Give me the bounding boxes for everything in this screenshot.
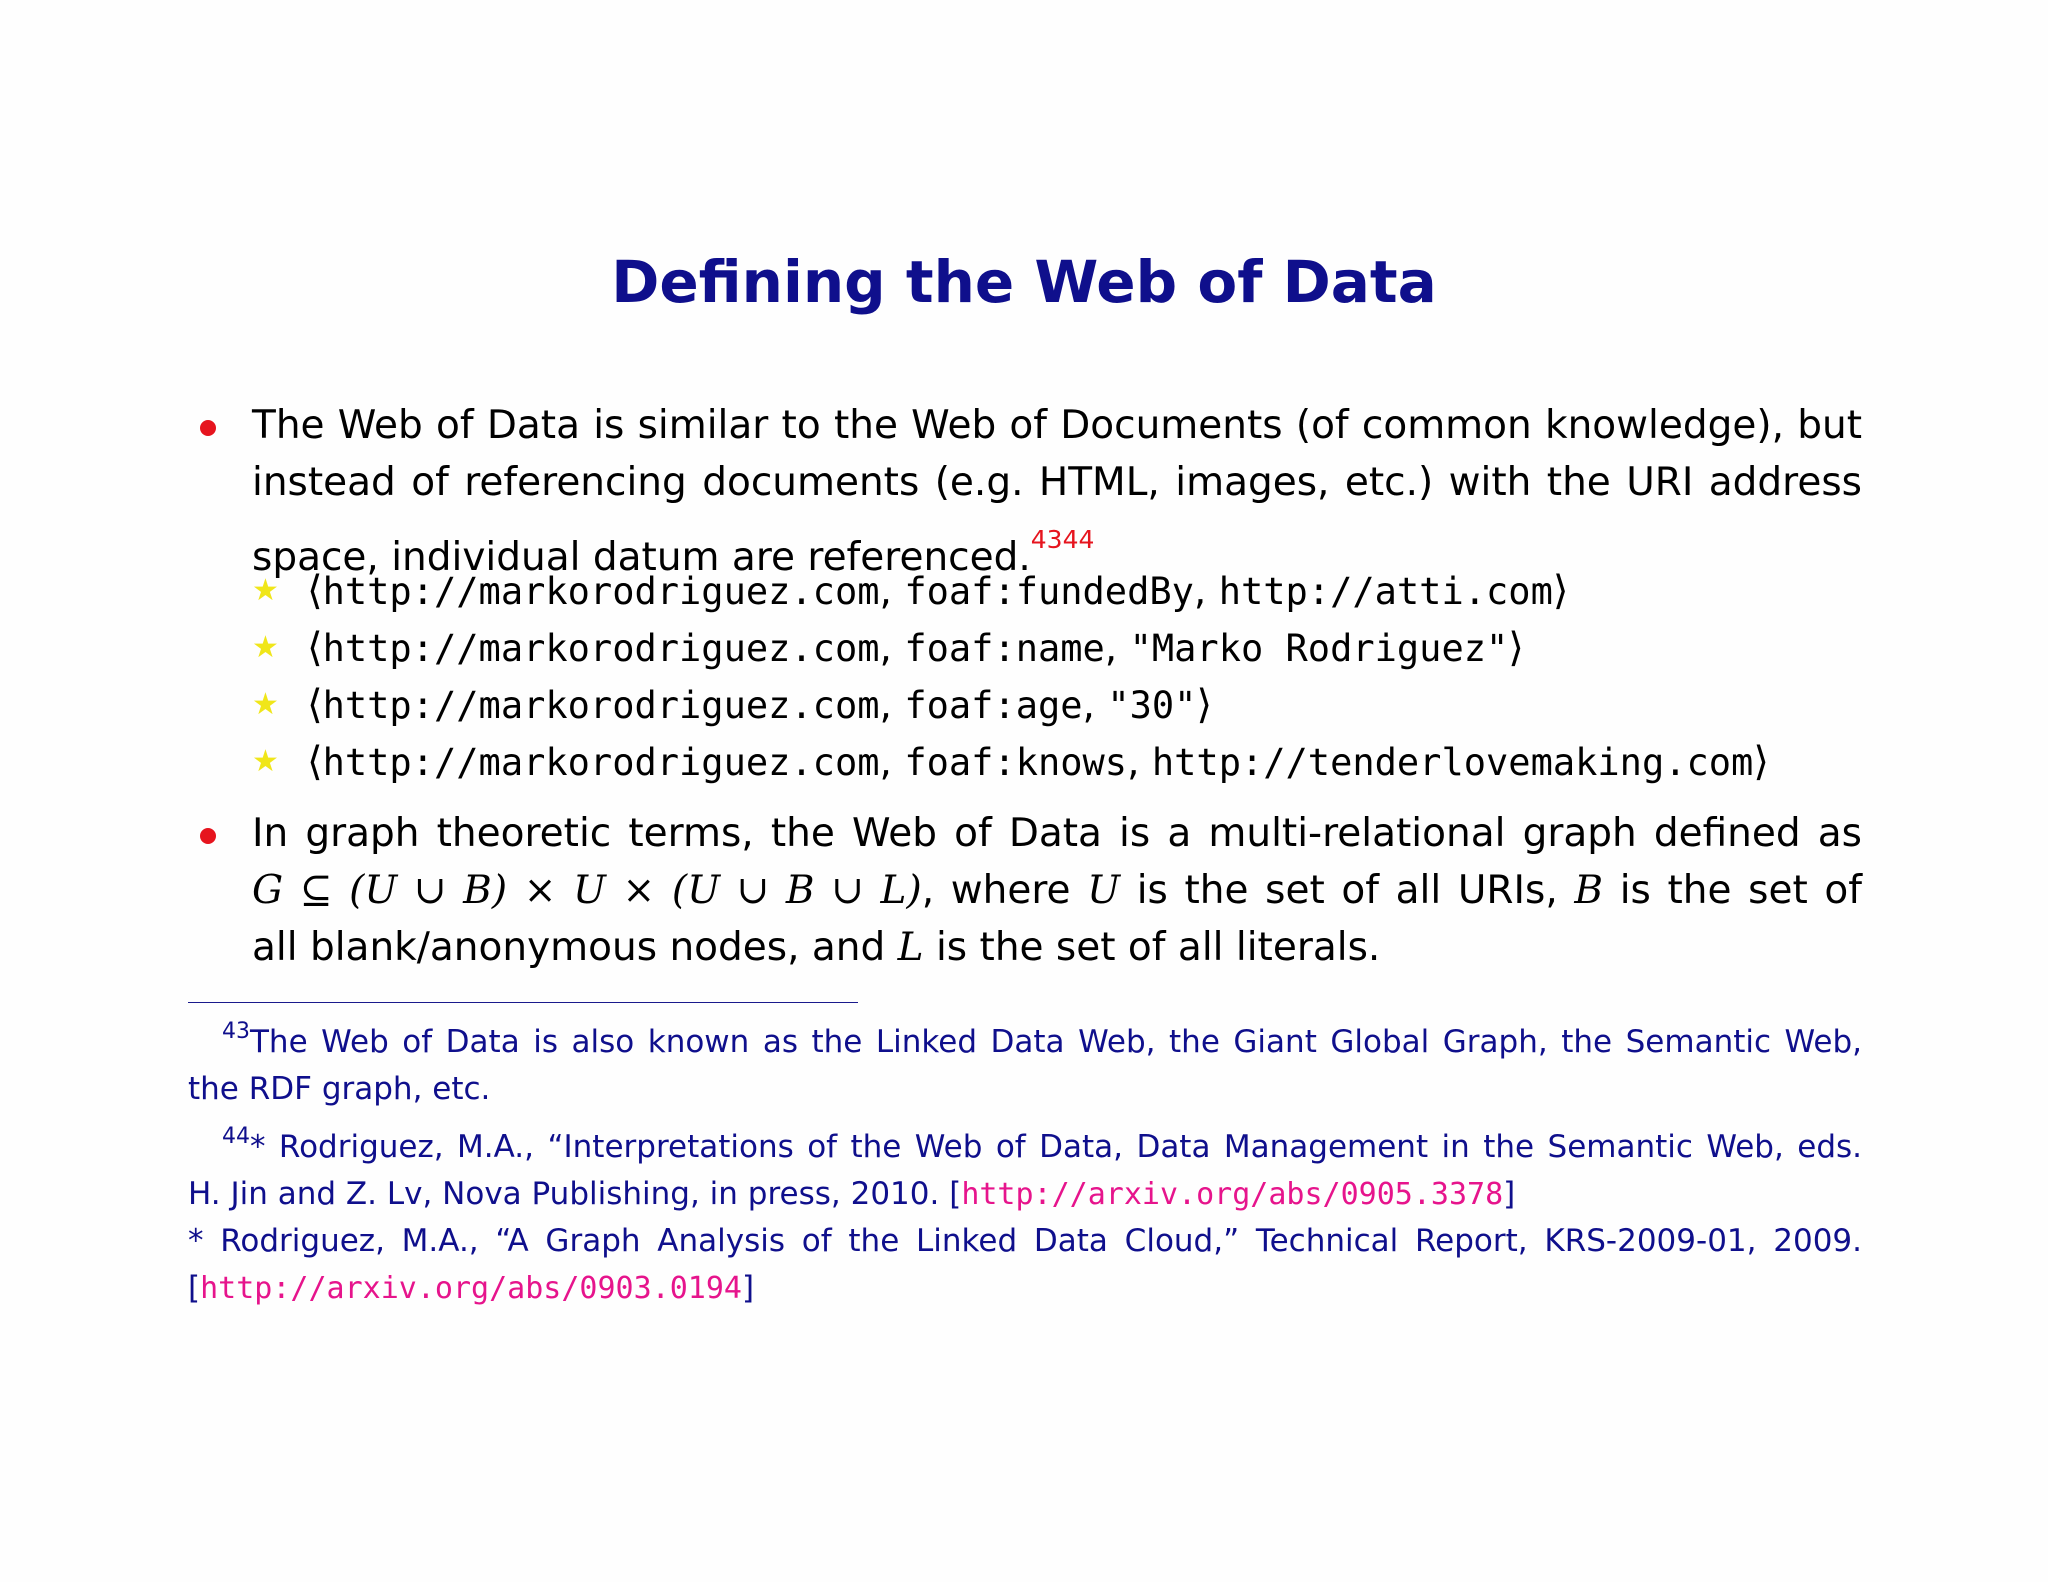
triple-subject: http://markorodriguez.com (322, 741, 880, 784)
star-bullet-icon: ★ (252, 573, 279, 608)
triple-item (252, 682, 1212, 728)
angle-open: ⟨ (307, 625, 323, 671)
footnote-marks[interactable]: 4344 (1030, 525, 1095, 554)
angle-close: ⟩ (1196, 682, 1213, 728)
footnotes (188, 1008, 1862, 1312)
footnote-number: 44 (222, 1124, 250, 1149)
triple-predicate: foaf:age (904, 684, 1083, 727)
bullet-line: In graph theoretic terms, the Web of Data is a multi-relational graph defined as (252, 811, 1862, 856)
bullet-text (252, 805, 1862, 976)
triple-object: http://atti.com (1218, 570, 1553, 613)
formula: G ⊆ (U ∪ B) × U × (U ∪ B ∪ L) (252, 868, 922, 913)
bullet-dot-icon (200, 828, 216, 844)
bullet-dot-icon (200, 420, 216, 436)
footnote-text: ] (741, 1270, 755, 1306)
comma: , (879, 740, 905, 785)
footnote-text: The Web of Data is also known as the Linked Data Web, the Giant Global Graph, the Semantic Web, (250, 1024, 1862, 1060)
arxiv-link[interactable]: http://arxiv.org/abs/0903.0194 (200, 1271, 742, 1306)
footnote-44-line (188, 1265, 1862, 1312)
comma: , (1082, 683, 1108, 728)
footnote-43-line: the RDF graph, etc. (188, 1071, 491, 1107)
footnote-43-line (188, 1008, 1862, 1066)
angle-open: ⟨ (307, 568, 323, 614)
var-b: B (1574, 868, 1604, 913)
triple-item (252, 568, 1568, 614)
footnote-text: ] (1503, 1176, 1516, 1212)
comma: , (879, 626, 905, 671)
bullet-line: The Web of Data is similar to the Web of Documents (of common knowledge), but (252, 403, 1862, 448)
footnote-text: [ (188, 1270, 201, 1306)
bullet-line-text: space, individual datum are referenced. (252, 535, 1031, 580)
bullet-text (252, 397, 1862, 586)
triple-object: "Marko Rodriguez" (1129, 627, 1509, 670)
angle-close: ⟩ (1552, 568, 1569, 614)
comma: , (1193, 569, 1219, 614)
bullet-line: instead of referencing documents (e.g. HTML, images, etc.) with the URI address (252, 460, 1862, 505)
footnote-44-line: * Rodriguez, M.A., “A Graph Analysis of the Linked Data Cloud,” Technical Report, KRS-2009-01, 2009. (188, 1223, 1862, 1259)
footnote-44-line (188, 1171, 1862, 1218)
triple-object: http://tenderlovemaking.com (1151, 741, 1754, 784)
star-bullet-icon: ★ (252, 687, 279, 722)
arxiv-link[interactable]: http://arxiv.org/abs/0905.3378 (961, 1177, 1504, 1212)
text-fragment: all blank/anonymous nodes, and (252, 925, 898, 970)
footnote-text: H. Jin and Z. Lv, Nova Publishing, in press, 2010. [ (188, 1176, 962, 1212)
slide-title: Defining the Web of Data (611, 248, 1437, 316)
triple-item (252, 739, 1769, 785)
triple-predicate: foaf:fundedBy (904, 570, 1194, 613)
bullet-line (252, 919, 1862, 976)
footnote-text: * Rodriguez, M.A., “Interpretations of the Web of Data, Data Management in the Semantic Web, eds. (250, 1129, 1862, 1165)
footnote-number: 43 (222, 1019, 250, 1044)
triple-object: "30" (1107, 684, 1197, 727)
triple-subject: http://markorodriguez.com (322, 684, 880, 727)
text-fragment: is the set of all literals. (923, 925, 1381, 970)
triple-item (252, 625, 1524, 671)
footnote-44-line (188, 1113, 1862, 1171)
star-bullet-icon: ★ (252, 630, 279, 665)
var-l: L (897, 925, 924, 970)
triple-subject: http://markorodriguez.com (322, 627, 880, 670)
text-fragment: is the set of all URIs, (1120, 868, 1575, 913)
star-bullet-icon: ★ (252, 744, 279, 779)
angle-open: ⟨ (307, 739, 323, 785)
triple-predicate: foaf:name (904, 627, 1105, 670)
text-fragment: , where (921, 868, 1088, 913)
comma: , (879, 683, 905, 728)
angle-close: ⟩ (1508, 625, 1524, 671)
text-fragment: is the set of (1603, 868, 1862, 913)
comma: , (1104, 626, 1130, 671)
comma: , (879, 569, 905, 614)
triple-predicate: foaf:knows (904, 741, 1128, 784)
var-u: U (1087, 868, 1121, 913)
angle-open: ⟨ (307, 682, 323, 728)
bullet-line (252, 862, 1862, 919)
angle-close: ⟩ (1753, 739, 1769, 785)
footnote-divider (188, 1002, 858, 1003)
comma: , (1127, 740, 1152, 785)
triple-subject: http://markorodriguez.com (322, 570, 880, 613)
